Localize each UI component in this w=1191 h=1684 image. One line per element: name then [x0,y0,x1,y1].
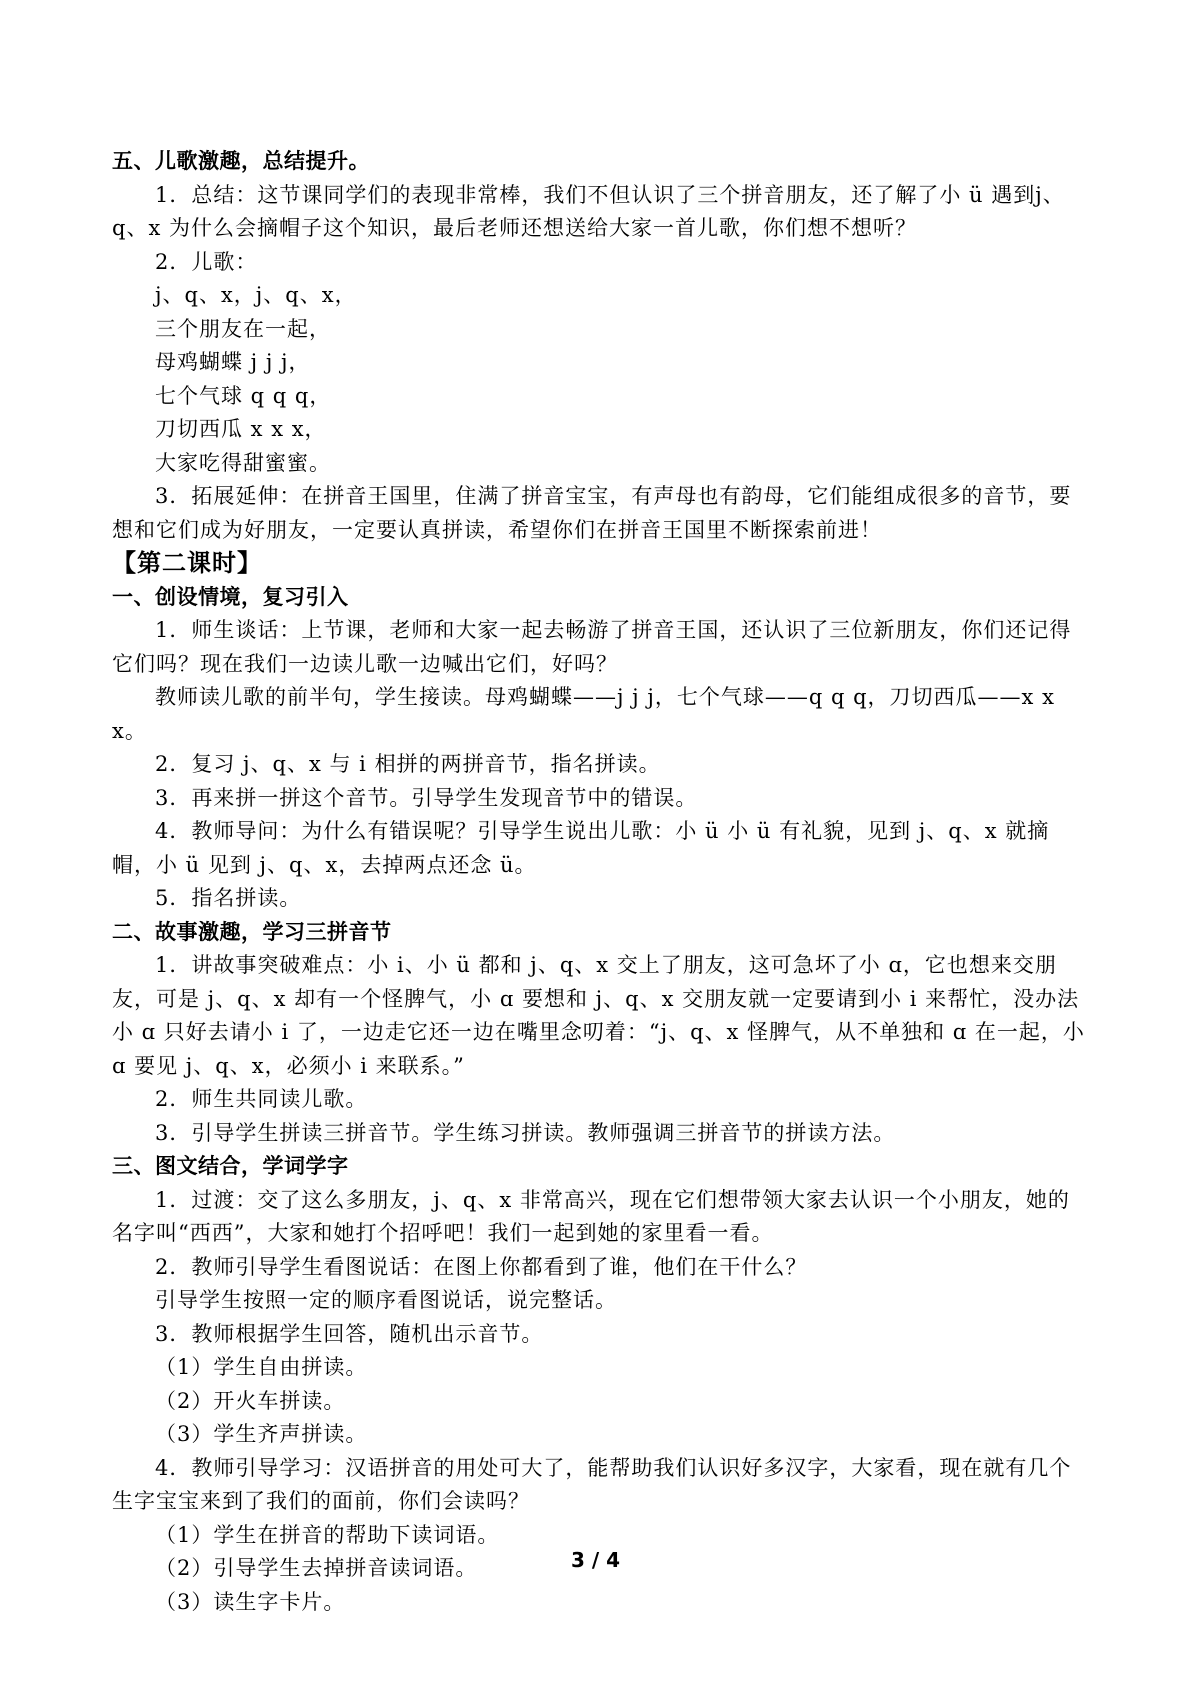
document-body [112,145,1087,1619]
paragraph: 2．教师引导学生看图说话：在图上你都看到了谁，他们在干什么？ [155,1254,808,1279]
paragraph: 3．拓展延伸：在拼音王国里，住满了拼音宝宝，有声母也有韵母，它们能组成很多的音节，要想和它们成为好朋友，一定要认真拼读，希望你们在拼音王国里不断探索前进！ [112,484,1072,542]
paragraph: 4．教师导问：为什么有错误呢？引导学生说出儿歌：小 ü 小 ü 有礼貌，见到 j、q、x 就摘帽，小 ü 见到 j、q、x，去掉两点还念 ü。 [112,819,1050,877]
paragraph: （3）读生字卡片。 [155,1589,346,1614]
section-heading: 二、故事激趣，学习三拼音节 [112,919,392,944]
paragraph: 教师读儿歌的前半句，学生接读。母鸡蝴蝶——j j j，七个气球——q q q，刀切西瓜——x x x。 [112,685,1055,743]
paragraph: （2）引导学生去掉拼音读词语。 [155,1556,478,1580]
paragraph: 刀切西瓜 x x x， [155,417,327,441]
paragraph: 1．师生谈话：上节课，老师和大家一起去畅游了拼音王国，还认识了三位新朋友，你们还记得它们吗？现在我们一边读儿歌一边喊出它们，好吗？ [112,618,1072,676]
paragraph: 三个朋友在一起， [155,316,331,341]
paragraph: 1．总结：这节课同学们的表现非常棒，我们不但认识了三个拼音朋友，还了解了小 ü 遇到j、q、x 为什么会摘帽子这个知识，最后老师还想送给大家一首儿歌，你们想不想听？ [112,182,1065,240]
paragraph: 引导学生按照一定的顺序看图说话，说完整话。 [155,1288,617,1312]
paragraph: （1）学生自由拼读。 [155,1355,368,1379]
paragraph: （3）学生齐声拼读。 [155,1422,368,1446]
paragraph: 3．引导学生拼读三拼音节。学生练习拼读。教师强调三拼音节的拼读方法。 [155,1120,896,1145]
section-heading: 五、儿歌激趣，总结提升。 [112,149,370,173]
paragraph: 3．再来拼一拼这个音节。引导学生发现音节中的错误。 [155,785,698,810]
paragraph: 2．复习 j、q、x 与 i 相拼的两拼音节，指名拼读。 [155,752,661,776]
paragraph: 3．教师根据学生回答，随机出示音节。 [155,1321,544,1346]
paragraph: 七个气球 q q q， [155,383,332,408]
paragraph: 1．讲故事突破难点：小 i、小 ü 都和 j、q、x 交上了朋友，这可急坏了小 ɑ，它也想来交朋友，可是 j、q、x 却有一个怪脾气，小 ɑ 要想和 j、q、x 交朋友就一定要请到小 i 来帮忙，没办法小 ɑ 只好去请小 i 了，一边走它还一边在嘴里念叨着：“j、q、x 怪脾气，从不单独和 ɑ 在一起，小 ɑ 要见 j、q、x，必须小 i 来联系。” [112,953,1085,1078]
paragraph: 大家吃得甜蜜蜜。 [155,450,331,475]
paragraph: 2．师生共同读儿歌。 [155,1087,368,1111]
paragraph: 2．儿歌： [155,249,258,274]
section-heading: 一、创设情境，复习引入 [112,584,349,609]
paragraph: （1）学生在拼音的帮助下读词语。 [155,1522,500,1547]
paragraph: j、q、x，j、q、x， [155,283,357,307]
paragraph: 母鸡蝴蝶 j j j， [155,350,311,374]
paragraph: 1．过渡：交了这么多朋友，j、q、x 非常高兴，现在它们想带领大家去认识一个小朋友，她的名字叫“西西”，大家和她打个招呼吧！我们一起到她的家里看一看。 [112,1187,1070,1245]
paragraph: 5．指名拼读。 [155,886,302,910]
page-number: 3 / 4 [570,1548,621,1572]
paragraph: （2）开火车拼读。 [155,1388,346,1413]
section-heading: 三、图文结合，学词学字 [112,1154,349,1178]
paragraph: 4．教师引导学习：汉语拼音的用处可大了，能帮助我们认识好多汉字，大家看，现在就有几个生字宝宝来到了我们的面前，你们会读吗？ [112,1455,1072,1513]
session-title: 【第二课时】 [112,549,262,577]
